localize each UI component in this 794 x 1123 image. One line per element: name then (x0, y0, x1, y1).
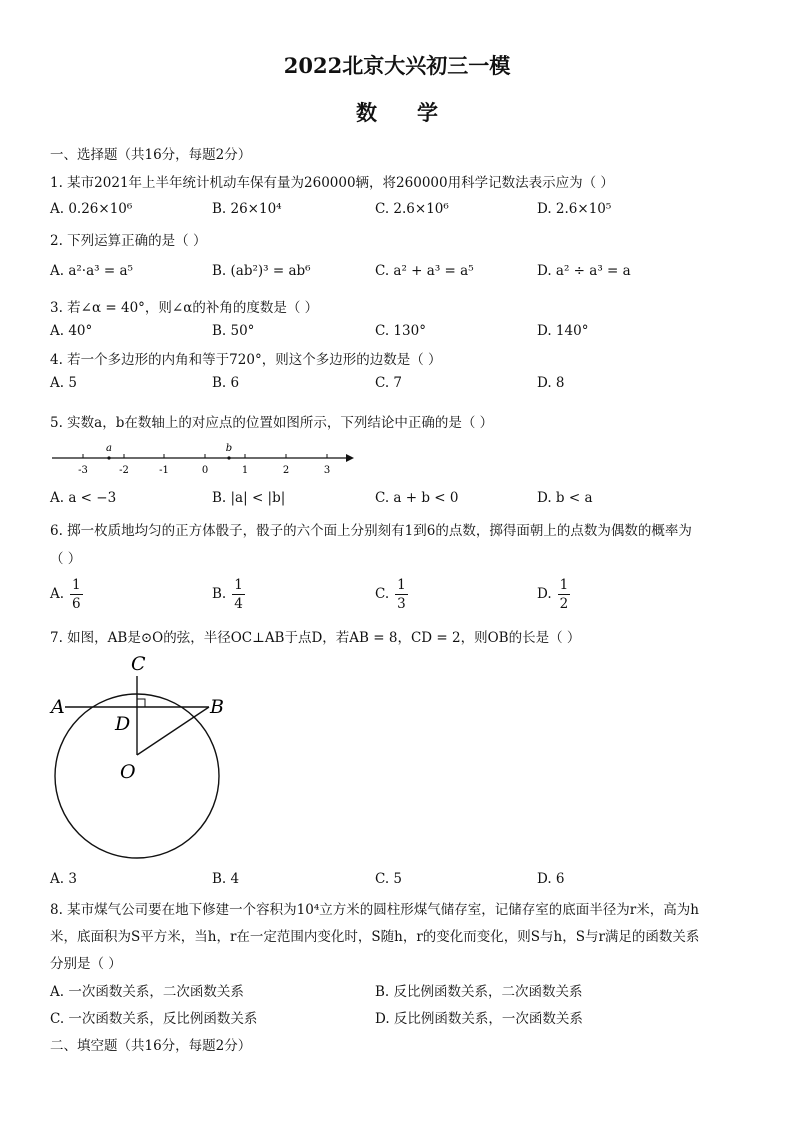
q7-option-a: A. 3 (50, 871, 77, 887)
q1-option-a: A. 0.26×10⁶ (50, 201, 133, 217)
q7-option-c: C. 5 (375, 871, 403, 887)
fraction: $\frac{1}{4}$ (234, 577, 243, 612)
number-line-figure (48, 437, 358, 479)
question-8-stem-line2: 米，底面积为S平方米，当h，r在一定范围内变化时，S随h，r的变化而变化，则S与h，S与r满足的函数关系 (50, 929, 700, 945)
q4-option-c: C. 7 (375, 375, 403, 391)
point-b (227, 456, 230, 459)
q3-option-d: D. 140° (537, 323, 589, 339)
q5-option-b: B. |a| < |b| (212, 490, 286, 506)
section-heading-1: 一、选择题（共16分，每题2分） (50, 147, 252, 163)
number-line-arrow (346, 454, 354, 462)
point-a (107, 456, 110, 459)
q5-option-d: D. b < a (537, 490, 593, 506)
q1-option-d: D. 2.6×10⁵ (537, 201, 612, 217)
number-line-ticks (83, 454, 327, 458)
label-a: a (106, 443, 112, 454)
label-c: C (131, 653, 146, 675)
question-6-stem: 6. 掷一枚质地均匀的正方体骰子，骰子的六个面上分别刻有1到6的点数，掷得面朝上的点数为偶数的概率为 (50, 523, 692, 539)
q2-option-a: A. a²·a³ = a⁵ (50, 263, 133, 279)
label-d: D (115, 713, 131, 735)
q6-option-d: D. $\frac{1}{2}$ (537, 577, 569, 612)
label-b: B (210, 696, 224, 718)
q4-option-a: A. 5 (50, 375, 77, 391)
fraction: $\frac{1}{2}$ (559, 577, 569, 612)
label-o: O (120, 761, 136, 783)
label-a: A (51, 696, 65, 718)
radius-ob (137, 707, 209, 755)
question-7-stem: 7. 如图，AB是⊙O的弦，半径OC⊥AB于点D，若AB = 8，CD = 2，则OB的长是（ ） (50, 630, 581, 646)
subject-heading: 数学 (356, 100, 478, 125)
q2-option-d: D. a² ÷ a³ = a (537, 263, 631, 279)
q2-option-c: C. a² + a³ = a⁵ (375, 263, 474, 279)
section-heading-2: 二、填空题（共16分，每题2分） (50, 1038, 252, 1054)
question-6-stem-cont: （ ） (50, 551, 82, 567)
question-2-stem: 2. 下列运算正确的是（ ） (50, 233, 207, 249)
q6-option-b: B. $\frac{1}{4}$ (212, 577, 243, 612)
q3-option-a: A. 40° (50, 323, 93, 339)
q3-option-b: B. 50° (212, 323, 255, 339)
fraction: $\frac{1}{6}$ (72, 577, 81, 612)
q2-option-b: B. (ab²)³ = ab⁶ (212, 263, 311, 279)
question-5-stem: 5. 实数a，b在数轴上的对应点的位置如图所示，下列结论中正确的是（ ） (50, 415, 494, 431)
q3-option-c: C. 130° (375, 323, 426, 339)
q6-option-c: C. $\frac{1}{3}$ (375, 577, 406, 612)
q5-option-c: C. a + b < 0 (375, 490, 459, 506)
q7-option-b: B. 4 (212, 871, 240, 887)
fraction: $\frac{1}{3}$ (397, 577, 406, 612)
q8-option-a: A. 一次函数关系，二次函数关系 (50, 984, 244, 1000)
tick-label-neg1: -1 (159, 465, 169, 476)
tick-label-3: 3 (323, 465, 331, 476)
q1-option-c: C. 2.6×10⁶ (375, 201, 449, 217)
question-1-stem: 1. 某市2021年上半年统计机动车保有量为260000辆，将260000用科学记数法表示应为（ ） (50, 175, 614, 191)
q6-option-a: A. $\frac{1}{6}$ (50, 577, 81, 612)
q4-option-b: B. 6 (212, 375, 240, 391)
q8-option-d: D. 反比例函数关系，一次函数关系 (375, 1011, 583, 1027)
q7-option-d: D. 6 (537, 871, 565, 887)
q1-option-b: B. 26×10⁴ (212, 201, 282, 217)
question-3-stem: 3. 若∠α = 40°，则∠α的补角的度数是（ ） (50, 300, 319, 316)
question-8-stem-line3: 分别是（ ） (50, 956, 122, 972)
right-angle-mark (137, 699, 145, 707)
tick-label-neg2: -2 (119, 465, 129, 476)
q8-option-b: B. 反比例函数关系，二次函数关系 (375, 984, 583, 1000)
tick-label-neg3: -3 (78, 465, 88, 476)
q8-option-c: C. 一次函数关系，反比例函数关系 (50, 1011, 258, 1027)
q4-option-d: D. 8 (537, 375, 565, 391)
q5-option-a: A. a < −3 (50, 490, 117, 506)
question-4-stem: 4. 若一个多边形的内角和等于720°，则这个多边形的边数是（ ） (50, 352, 442, 368)
circle-figure (40, 650, 240, 868)
tick-label-2: 2 (282, 465, 290, 476)
label-b: b (225, 443, 233, 454)
tick-label-1: 1 (241, 465, 249, 476)
question-8-stem: 8. 某市煤气公司要在地下修建一个容积为10⁴立方米的圆柱形煤气储存室，记储存室的底面半径为r米，高为h (50, 902, 699, 918)
tick-label-0: 0 (201, 465, 209, 476)
page-title: 2022北京大兴初三一模 (283, 53, 511, 78)
